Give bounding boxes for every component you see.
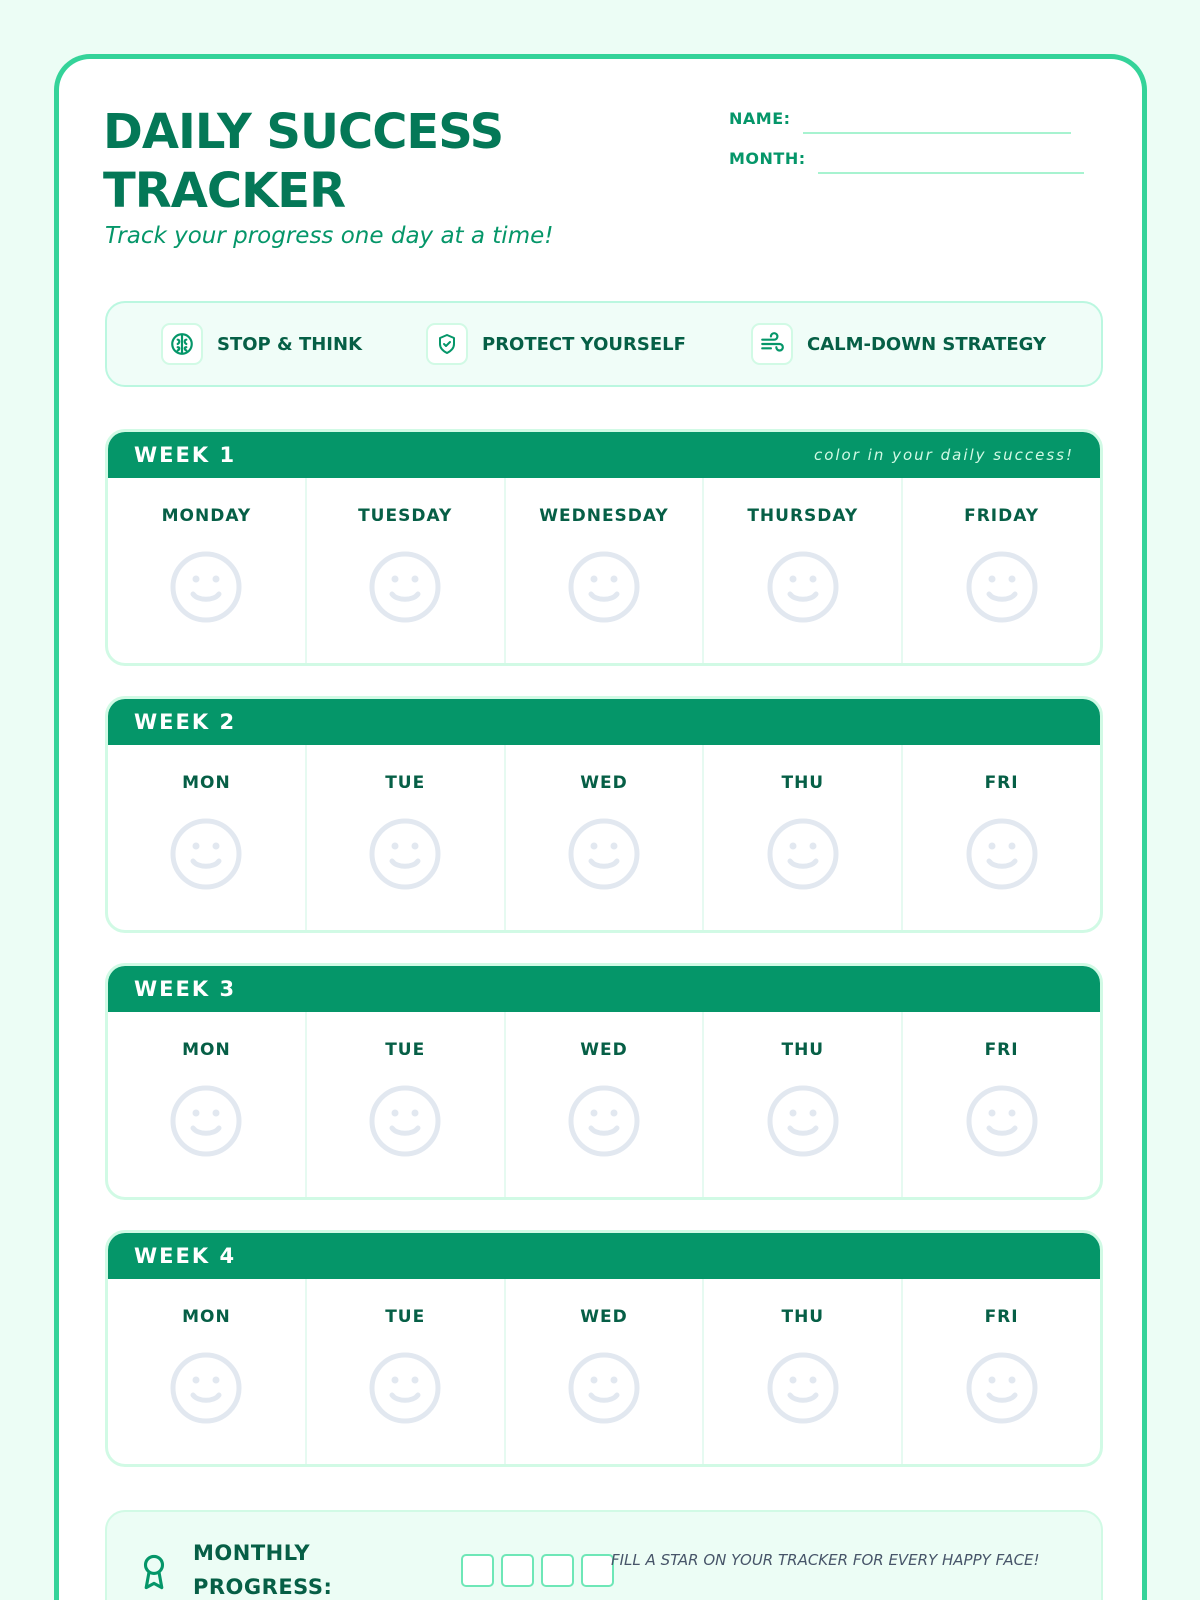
smiley-icon[interactable] [965, 817, 1039, 891]
progress-box[interactable] [461, 1554, 494, 1587]
day-label: TUE [385, 1040, 426, 1060]
name-field[interactable] [729, 109, 1071, 128]
smiley-icon[interactable] [965, 1084, 1039, 1158]
day-cell[interactable] [307, 478, 506, 666]
day-label: THU [781, 773, 825, 793]
day-cell[interactable] [108, 1279, 307, 1467]
week-1-card [105, 429, 1103, 666]
day-label: MONDAY [161, 506, 252, 526]
day-cell[interactable] [704, 1279, 903, 1467]
strategy-stop-think [161, 323, 362, 365]
brain-icon [161, 323, 203, 365]
smiley-icon[interactable] [169, 1084, 243, 1158]
week-title: WEEK 4 [134, 1244, 237, 1268]
tracker-sheet [54, 54, 1147, 1600]
month-label: MONTH: [729, 149, 806, 168]
week-days [108, 478, 1100, 666]
day-label: FRI [984, 773, 1019, 793]
smiley-icon[interactable] [766, 817, 840, 891]
day-cell[interactable] [307, 1012, 506, 1200]
wind-icon [751, 323, 793, 365]
week-header [108, 699, 1100, 745]
day-cell[interactable] [506, 1279, 705, 1467]
day-cell[interactable] [903, 1279, 1100, 1467]
month-line[interactable] [818, 172, 1084, 174]
day-cell[interactable] [704, 1012, 903, 1200]
week-4-card [105, 1230, 1103, 1467]
day-label: WED [580, 773, 628, 793]
week-3-card [105, 963, 1103, 1200]
smiley-icon[interactable] [766, 1084, 840, 1158]
week-header [108, 966, 1100, 1012]
smiley-icon[interactable] [567, 1351, 641, 1425]
day-cell[interactable] [506, 478, 705, 666]
strategy-label: STOP & THINK [217, 333, 363, 355]
day-cell[interactable] [903, 478, 1100, 666]
smiley-icon[interactable] [368, 1351, 442, 1425]
week-days [108, 1279, 1100, 1467]
monthly-progress [105, 1510, 1103, 1600]
smiley-icon[interactable] [965, 1351, 1039, 1425]
award-icon [137, 1552, 171, 1592]
day-cell[interactable] [903, 745, 1100, 933]
smiley-icon[interactable] [766, 550, 840, 624]
page-subtitle: Track your progress one day at a time! [105, 223, 554, 249]
week-title: WEEK 3 [134, 977, 237, 1001]
name-line[interactable] [803, 132, 1071, 134]
strategy-label: PROTECT YOURSELF [482, 333, 686, 355]
strategy-bar [105, 301, 1103, 387]
smiley-icon[interactable] [766, 1351, 840, 1425]
day-cell[interactable] [704, 478, 903, 666]
strategy-label: CALM-DOWN STRATEGY [807, 333, 1047, 355]
smiley-icon[interactable] [169, 817, 243, 891]
shield-icon [426, 323, 468, 365]
day-label: THU [781, 1040, 825, 1060]
day-cell[interactable] [506, 745, 705, 933]
day-label: TUE [385, 773, 426, 793]
smiley-icon[interactable] [567, 817, 641, 891]
day-label: THURSDAY [747, 506, 859, 526]
day-cell[interactable] [108, 1012, 307, 1200]
week-days [108, 745, 1100, 933]
smiley-icon[interactable] [169, 1351, 243, 1425]
smiley-icon[interactable] [567, 550, 641, 624]
week-title: WEEK 1 [134, 443, 237, 467]
day-cell[interactable] [307, 745, 506, 933]
page-title: DAILY SUCCESS TRACKER [103, 104, 504, 219]
progress-note: FILL A STAR ON YOUR TRACKER FOR EVERY HAPPY FACE! [611, 1551, 1040, 1569]
day-cell[interactable] [108, 745, 307, 933]
day-cell[interactable] [704, 745, 903, 933]
day-label: MON [182, 773, 231, 793]
week-header [108, 1233, 1100, 1279]
day-label: MON [182, 1307, 231, 1327]
day-label: FRI [984, 1040, 1019, 1060]
day-cell[interactable] [108, 478, 307, 666]
smiley-icon[interactable] [368, 1084, 442, 1158]
progress-label: MONTHLY PROGRESS: [193, 1541, 333, 1599]
week-days [108, 1012, 1100, 1200]
day-label: FRIDAY [964, 506, 1040, 526]
smiley-icon[interactable] [567, 1084, 641, 1158]
progress-boxes [461, 1554, 621, 1587]
progress-box[interactable] [581, 1554, 614, 1587]
day-label: MON [182, 1040, 231, 1060]
day-label: TUESDAY [358, 506, 453, 526]
week-header [108, 432, 1100, 478]
smiley-icon[interactable] [169, 550, 243, 624]
day-label: TUE [385, 1307, 426, 1327]
day-cell[interactable] [903, 1012, 1100, 1200]
day-label: WED [580, 1040, 628, 1060]
week-2-card [105, 696, 1103, 933]
day-cell[interactable] [307, 1279, 506, 1467]
day-label: THU [781, 1307, 825, 1327]
day-cell[interactable] [506, 1012, 705, 1200]
name-label: NAME: [729, 109, 791, 128]
week-title: WEEK 2 [134, 710, 237, 734]
day-label: WED [580, 1307, 628, 1327]
month-field[interactable] [729, 149, 1084, 168]
smiley-icon[interactable] [965, 550, 1039, 624]
day-label: WEDNESDAY [539, 506, 669, 526]
week-note: color in your daily success! [813, 446, 1074, 464]
progress-box[interactable] [541, 1554, 574, 1587]
strategy-calm-down [751, 323, 1046, 365]
smiley-icon[interactable] [368, 817, 442, 891]
strategy-protect [426, 323, 686, 365]
progress-box[interactable] [501, 1554, 534, 1587]
smiley-icon[interactable] [368, 550, 442, 624]
day-label: FRI [984, 1307, 1019, 1327]
